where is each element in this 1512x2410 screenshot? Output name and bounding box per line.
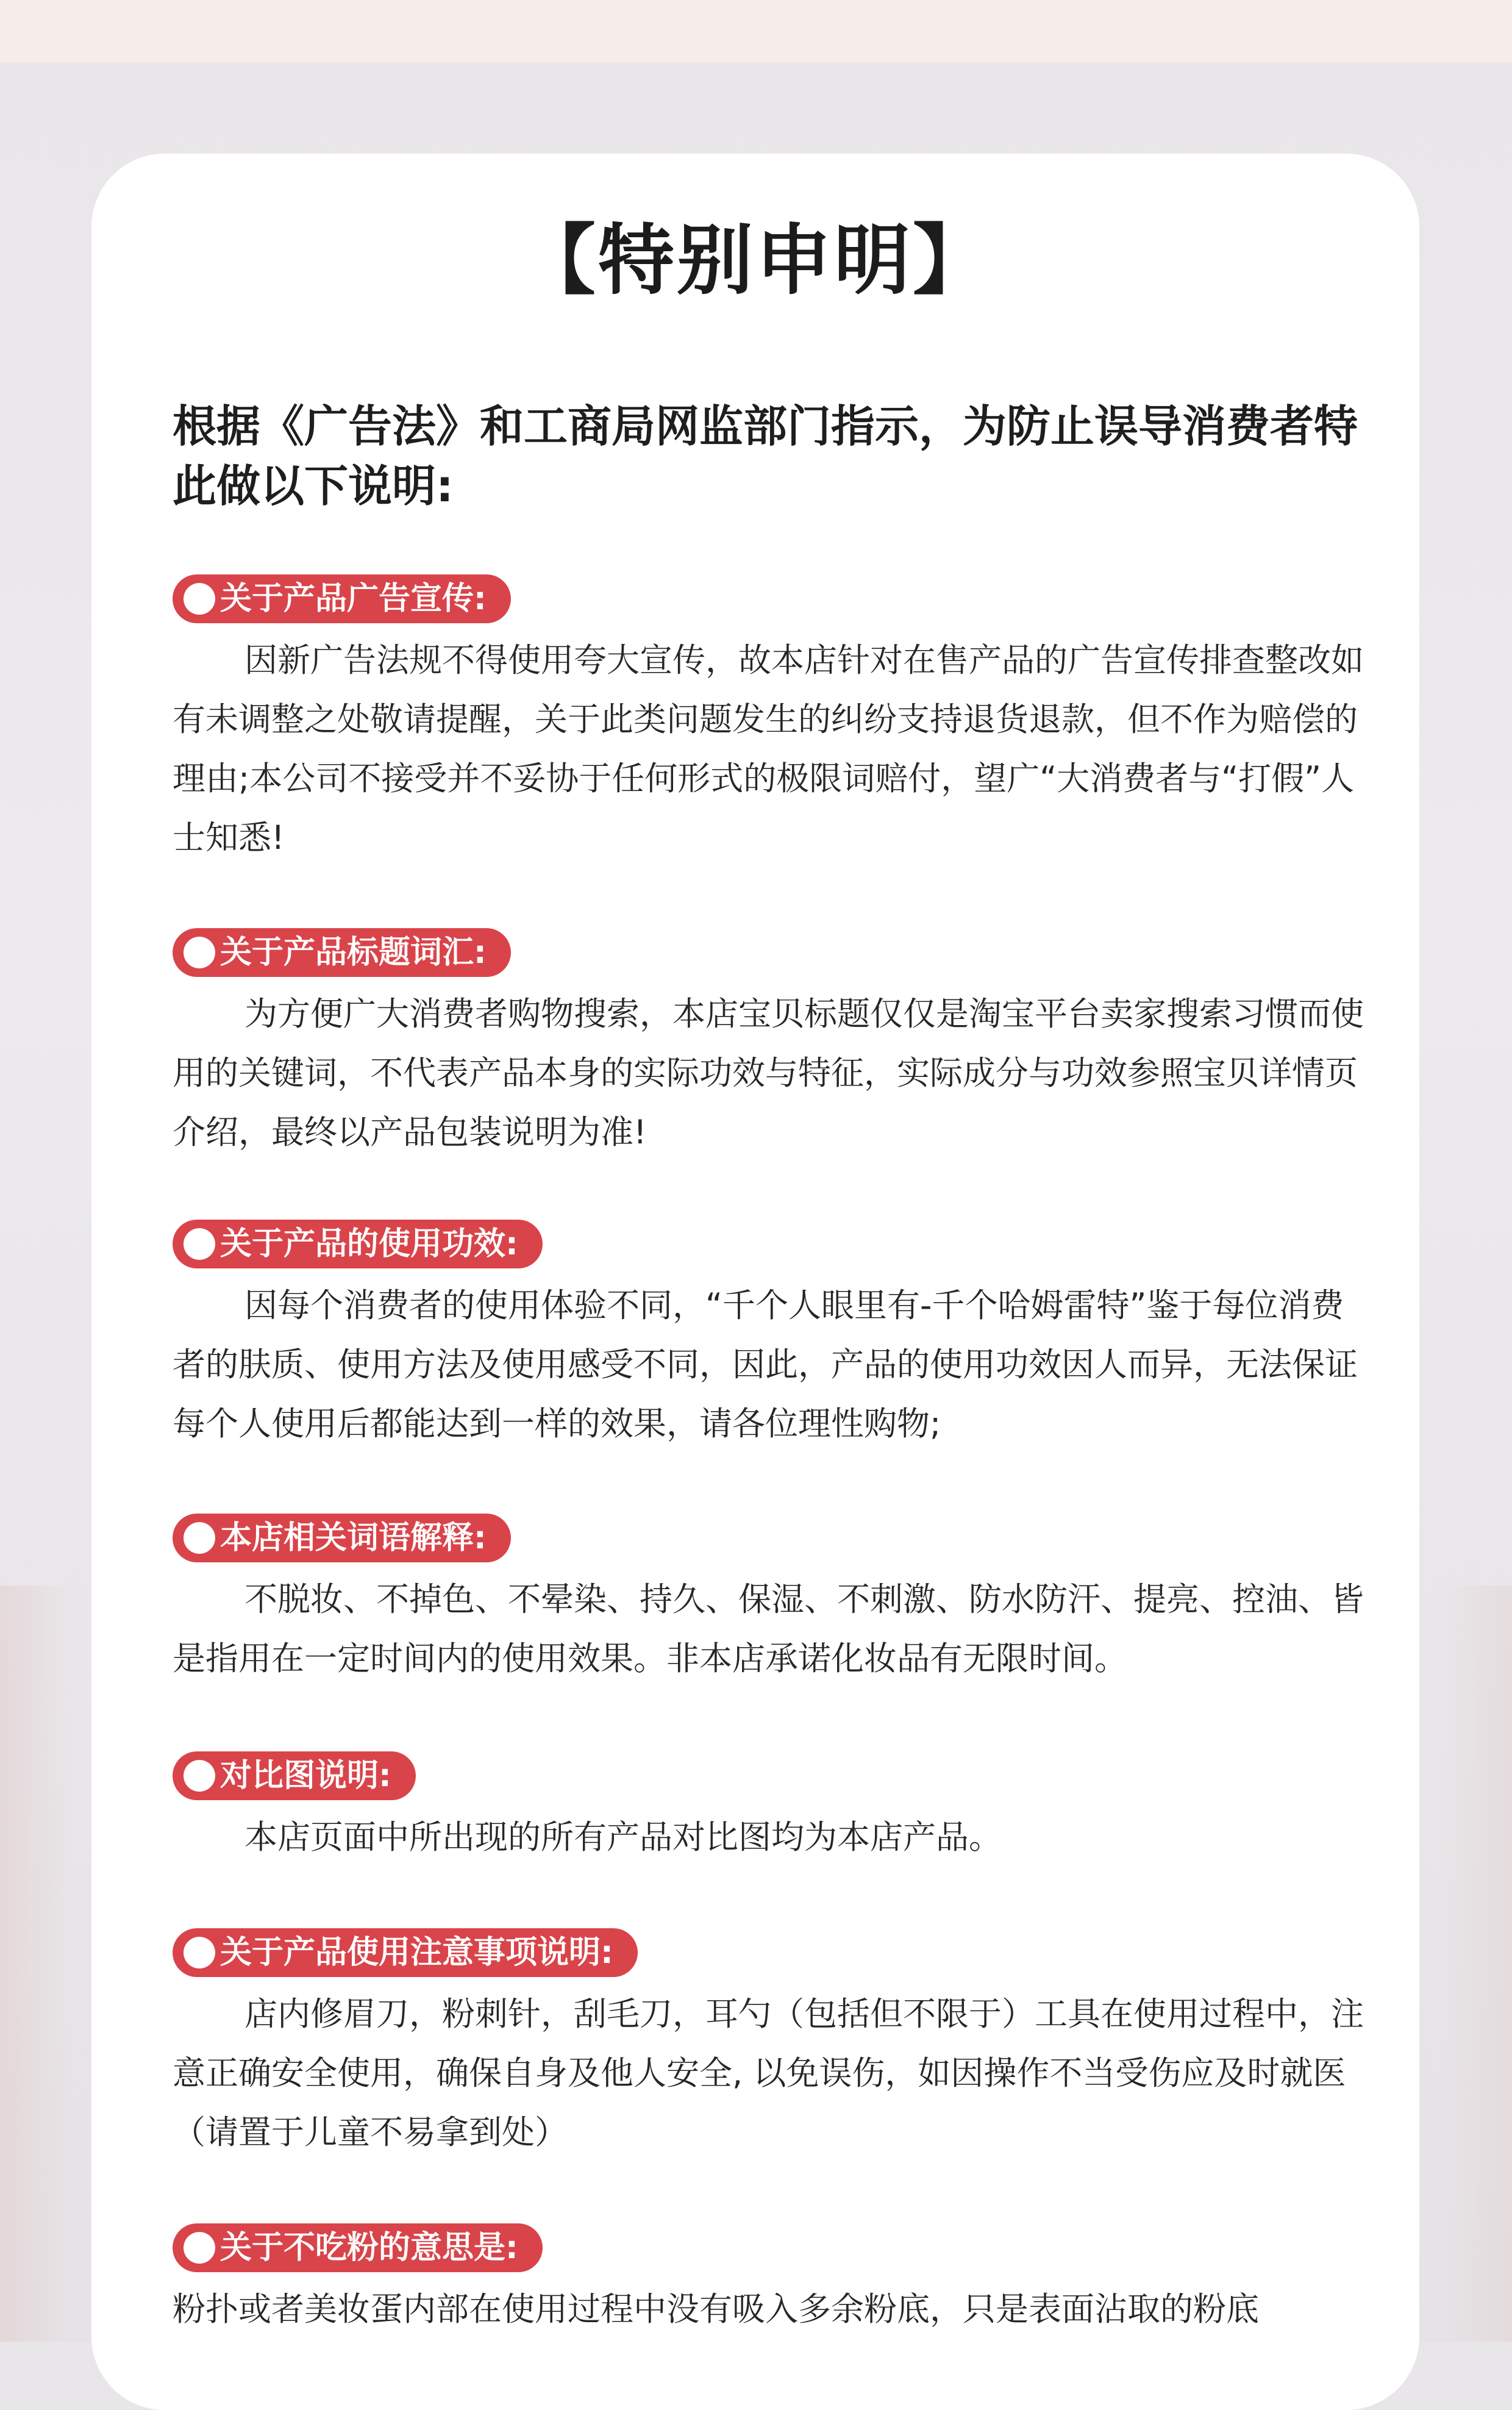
section-body: 因每个消费者的使用体验不同，“千个人眼里有-千个哈姆雷特”鉴于每位消费者的肤质、使用方法及使用感受不同，因此，产品的使用功效因人而异，无法保证每个人使用后都能达到一样的效果，请各位理性购物; [173,1286,1358,1443]
page-title: 【特别申明】 [519,216,991,305]
section-body: 本店页面中所出现的所有产品对比图均为本店产品。 [244,1818,1002,1856]
bullet-dot-icon [184,1760,215,1792]
background-shade-right [1439,1586,1512,2342]
section-heading: 关于产品标题词汇: [220,934,487,971]
bullet-dot-icon [184,1522,215,1554]
bullet-dot-icon [184,583,215,615]
bullet-dot-icon [184,1228,215,1260]
background-shade-left [0,1586,73,2342]
section-heading: 本店相关词语解释: [220,1520,487,1556]
section-no-powder-absorption [173,2223,1368,2339]
section-body: 为方便广大消费者购物搜索，本店宝贝标题仅仅是淘宝平台卖家搜索习惯而使用的关键词，不代表产品本身的实际功效与特征，实际成分与功效参照宝贝详情页介绍，最终以产品包装说明为准! [173,995,1364,1151]
section-usage-precautions [173,1928,1368,2162]
section-term-explanation [173,1514,1368,1688]
top-band [0,0,1512,63]
section-ad-promotion [173,574,1368,867]
section-body: 不脱妆、不掉色、不晕染、持久、保湿、不刺激、防水防汗、提亮、控油、皆是指用在一定时间内的使用效果。非本店承诺化妆品有无限时间。 [173,1580,1364,1678]
section-heading: 关于产品的使用功效: [220,1226,518,1262]
section-heading-badge [173,574,511,623]
section-heading: 关于产品广告宣传: [220,581,487,617]
section-body: 粉扑或者美妆蛋内部在使用过程中没有吸入多余粉底，只是表面沾取的粉底 [173,2290,1259,2328]
section-body: 因新广告法规不得使用夸大宣传，故本店针对在售产品的广告宣传排查整改如有未调整之处敬请提醒，关于此类问题发生的纠纷支持退货退款，但不作为赔偿的理由;本公司不接受并不妥协于任何形式的极限词赔付，望广“大消费者与“打假”人士知悉! [173,641,1364,857]
section-heading-badge [173,2223,543,2272]
section-heading-badge [173,928,511,977]
section-body: 店内修眉刀，粉刺针，刮毛刀，耳勺（包括但不限于）工具在使用过程中，注意正确安全使用，确保自身及他人安全, 以免误伤，如因操作不当受伤应及时就医（请置于儿童不易拿到处） [173,1995,1364,2151]
section-comparison-images [173,1751,1368,1867]
bullet-dot-icon [184,937,215,968]
bullet-dot-icon [184,2232,215,2264]
section-heading-badge [173,1220,543,1268]
section-title-keywords [173,928,1368,1162]
section-heading-badge [173,1514,511,1562]
section-heading: 关于产品使用注意事项说明: [220,1934,613,1971]
section-usage-effect [173,1220,1368,1453]
bullet-dot-icon [184,1937,215,1968]
intro-text: 根据《广告法》和工商局网监部门指示，为防止误导消费者特此做以下说明: [173,401,1358,512]
section-heading-badge [173,1751,416,1800]
section-heading: 关于不吃粉的意思是: [220,2229,518,2266]
section-heading: 对比图说明: [220,1757,391,1794]
section-heading-badge [173,1928,638,1977]
